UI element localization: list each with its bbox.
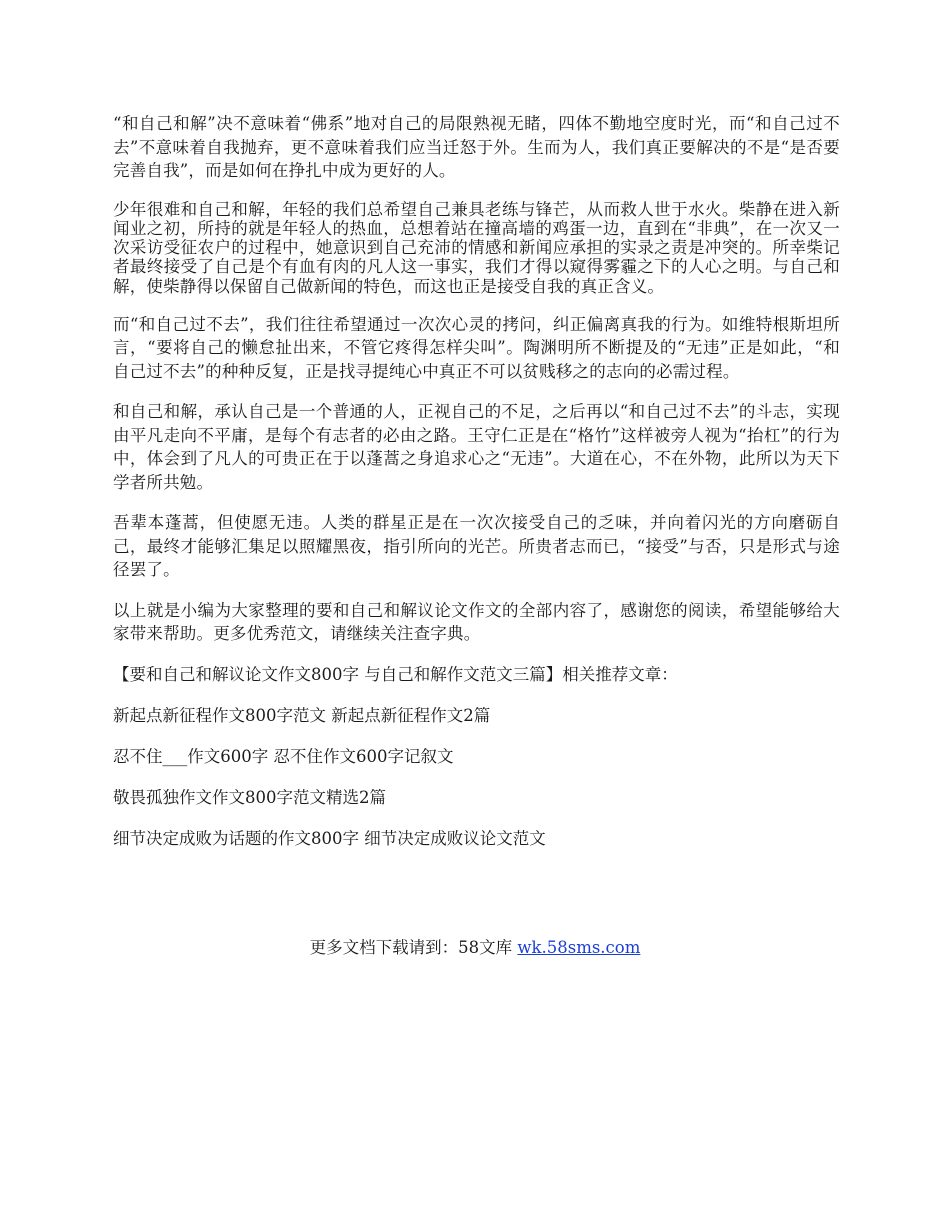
- paragraph-6: 以上就是小编为大家整理的要和自己和解议论文作文的全部内容了，感谢您的阅读，希望能够给大家带来帮助。更多优秀范文，请继续关注查字典。: [113, 600, 840, 644]
- footer-site-link[interactable]: wk.58sms.com: [517, 938, 641, 957]
- paragraph-5: 吾辈本蓬蒿，但使愿无违。人类的群星正是在一次次接受自己的乏味，并向着闪光的方向磨砺自己，最终才能够汇集足以照耀黑夜，指引所向的光芒。所贵者志而已，“接受”与否，只是形式与途径罢了。: [113, 513, 840, 580]
- related-heading: 【要和自己和解议论文作文800字 与自己和解作文范文三篇】相关推荐文章：: [113, 664, 678, 684]
- paragraph-2: 少年很难和自己和解，年轻的我们总希望自己兼具老练与锋芒，从而救人世于水火。柴静在进入新闻业之初，所持的就是年轻人的热血，总想着站在撞高墙的鸡蛋一边，直到在“非典”，在一次又一次采访受征农户的过程中，她意识到自己充沛的情感和新闻应承担的实录之责是冲突的。所幸柴记者最终接受了自己是个有血有肉的凡人这一事实，我们才得以窥得雾霾之下的人心之明。与自己和解，使柴静得以保留自己做新闻的特色，而这也正是接受自我的真正含义。: [113, 199, 840, 296]
- download-footer: [0, 936, 950, 959]
- paragraph-4: 和自己和解，承认自己是一个普通的人，正视自己的不足，之后再以“和自己过不去”的斗志，实现由平凡走向不平庸，是每个有志者的必由之路。王守仁正是在“格竹”这样被旁人视为“抬杠”的行为中，体会到了凡人的可贵正在于以蓬蒿之身追求心之“无违”。大道在心，不在外物，此所以为天下学者所共勉。: [113, 402, 840, 492]
- related-link[interactable]: 忍不住___作文600字 忍不住作文600字记叙文: [113, 746, 454, 766]
- related-link[interactable]: 新起点新征程作文800字范文 新起点新征程作文2篇: [113, 705, 491, 725]
- document-body: [113, 112, 840, 868]
- footer-text: 更多文档下载请到：58文库: [309, 938, 518, 957]
- related-link[interactable]: 细节决定成败为话题的作文800字 细节决定成败议论文范文: [113, 828, 546, 848]
- paragraph-1: “和自己和解”决不意味着“佛系”地对自己的局限熟视无睹，四体不勤地空度时光，而“和自己过不去”不意味着自我抛弃，更不意味着我们应当迁怒于外。生而为人，我们真正要解决的不是“是否要完善自我”，而是如何在挣扎中成为更好的人。: [113, 114, 840, 180]
- related-link[interactable]: 敬畏孤独作文作文800字范文精选2篇: [113, 787, 386, 807]
- paragraph-3: 而“和自己过不去”，我们往往希望通过一次次心灵的拷问，纠正偏离真我的行为。如维特根斯坦所言，“要将自己的懒怠扯出来，不管它疼得怎样尖叫”。陶渊明所不断提及的“无违”正是如此，“和自己过不去”的种种反复，正是找寻提纯心中真正不可以贫贱移之的志向的必需过程。: [113, 314, 840, 381]
